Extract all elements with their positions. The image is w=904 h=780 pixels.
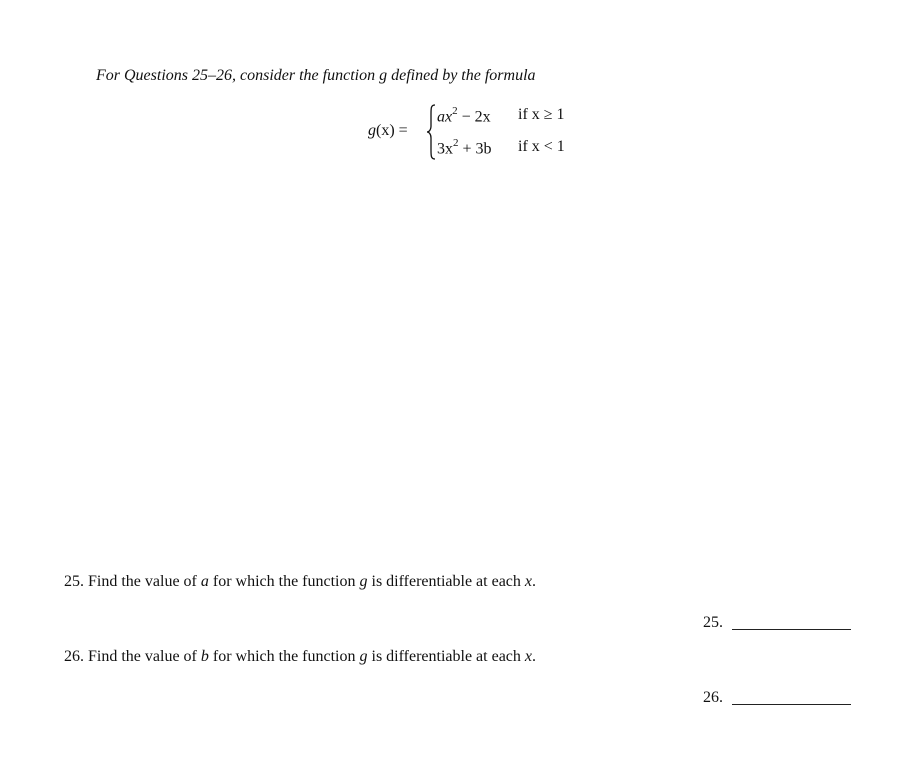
case2-rest: + 3b <box>458 140 492 158</box>
case1-rest: − 2x <box>457 108 491 126</box>
formula-lhs-rest: (x) = <box>376 122 408 139</box>
answer-blank-26[interactable] <box>732 704 851 705</box>
question-text: Find the value of <box>84 648 201 665</box>
question-text: Find the value of <box>84 573 201 590</box>
intro-prefix: For Questions 25–26, consider the function <box>96 67 380 84</box>
case2-exponent: 2 <box>453 137 459 149</box>
question-end: . <box>532 573 537 590</box>
question-text: is differentiable at each <box>367 648 525 665</box>
case1-exponent: 2 <box>452 105 458 117</box>
case2-condition: if x < 1 <box>518 138 565 155</box>
intro-text <box>96 67 536 85</box>
question-25 <box>64 573 536 591</box>
question-var: b <box>200 648 209 665</box>
question-end: . <box>532 648 537 665</box>
answer-label-25: 25. <box>703 614 723 631</box>
question-26 <box>64 648 536 666</box>
formula-lhs-g: g <box>368 122 376 139</box>
answer-blank-25[interactable] <box>732 629 851 630</box>
case1-condition: if x ≥ 1 <box>518 106 565 123</box>
question-text: for which the function <box>208 648 360 665</box>
intro-suffix: defined by the formula <box>387 67 536 84</box>
case2-expression <box>437 138 492 158</box>
question-var: a <box>200 573 209 590</box>
intro-var-g: g <box>379 67 388 84</box>
question-var-g: g <box>359 573 368 590</box>
left-brace-icon <box>426 104 436 160</box>
case1-term: ax <box>437 108 453 126</box>
case2-term: 3x <box>437 140 453 158</box>
case1-expression <box>437 106 491 126</box>
question-var-g: g <box>359 648 368 665</box>
question-var-x: x <box>524 648 533 665</box>
question-text: is differentiable at each <box>367 573 525 590</box>
answer-label-26: 26. <box>703 689 723 706</box>
question-var-x: x <box>524 573 533 590</box>
question-number: 26. <box>64 648 84 665</box>
question-number: 25. <box>64 573 84 590</box>
formula-lhs <box>368 122 408 140</box>
question-text: for which the function <box>208 573 360 590</box>
